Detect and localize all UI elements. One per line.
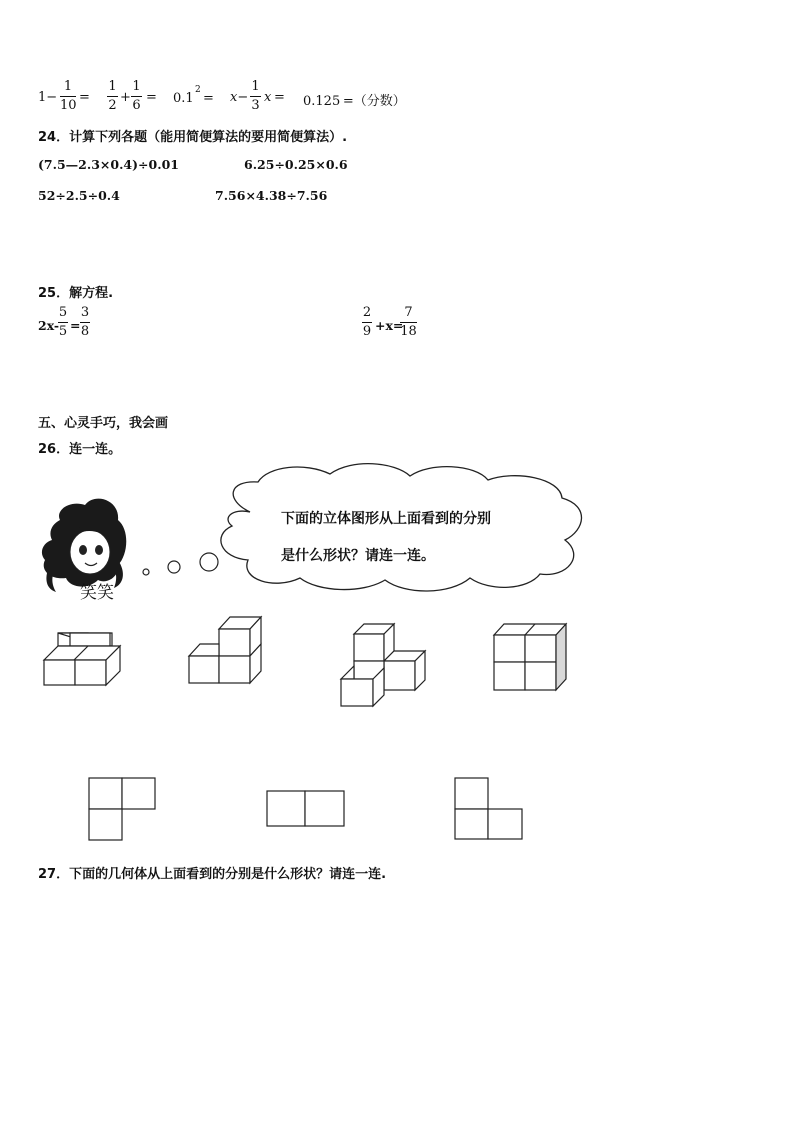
solid-4 [494, 624, 566, 690]
q25-title: 25．解方程. [38, 286, 114, 301]
q24-title: 24．计算下列各题（能用简便算法的要用简便算法）. [38, 130, 348, 145]
expr5: 0.125 =（分数） [303, 94, 406, 109]
top-view-2 [267, 791, 344, 826]
expr1-prefix: 1− [38, 90, 58, 105]
expr2-equals: = [146, 90, 157, 105]
expr4-fraction: 1 3 [251, 79, 260, 113]
expr1-equals: = [79, 90, 90, 105]
q27-title: 27．下面的几何体从上面看到的分别是什么形状？请连一连. [38, 867, 387, 882]
solid-1 [44, 633, 120, 685]
eq2-fraction-a: 2 9 [362, 305, 372, 339]
expr2-fraction-a: 1 2 [108, 79, 117, 113]
q24-item-1: (7.5—2.3×0.4)÷0.01 [38, 157, 179, 172]
eq1-equals: = [70, 318, 81, 333]
expr2-fraction-b: 1 6 [132, 79, 141, 113]
expr3-base: 0.1 [173, 91, 194, 106]
section5-title: 五、心灵手巧，我会画 [38, 416, 169, 431]
expr4-x: x− [230, 90, 249, 105]
expr4-equals: = [274, 90, 285, 105]
q24-item-4: 7.56×4.38÷7.56 [215, 188, 328, 203]
eq1-fraction-b: 3 8 [80, 305, 90, 339]
eq2-middle: +x= [375, 318, 404, 333]
top-view-3 [455, 778, 522, 839]
expr3-equals: = [203, 91, 214, 106]
expr2-plus: + [120, 90, 131, 105]
eq1-fraction-a: 5 5 [58, 305, 68, 339]
q24-item-2: 6.25÷0.25×0.6 [244, 157, 348, 172]
expr1-fraction: 1 10 [60, 79, 77, 113]
q26-title: 26．连一连。 [38, 442, 122, 457]
solid-3 [341, 624, 425, 706]
expr3-exponent: 2 [195, 85, 201, 95]
cloud-text-line-1: 下面的立体图形从上面看到的分别 [281, 511, 491, 527]
eq1-prefix: 2x- [38, 318, 60, 333]
eq2-fraction-b: 7 18 [400, 305, 417, 339]
solid-2 [189, 617, 261, 683]
expr4-x2: x [264, 90, 272, 105]
top-view-1 [89, 778, 155, 840]
cloud-text-line-2: 是什么形状？请连一连。 [281, 548, 435, 564]
character-name: 笑笑 [80, 583, 114, 603]
q24-item-3: 52÷2.5÷0.4 [38, 188, 120, 203]
